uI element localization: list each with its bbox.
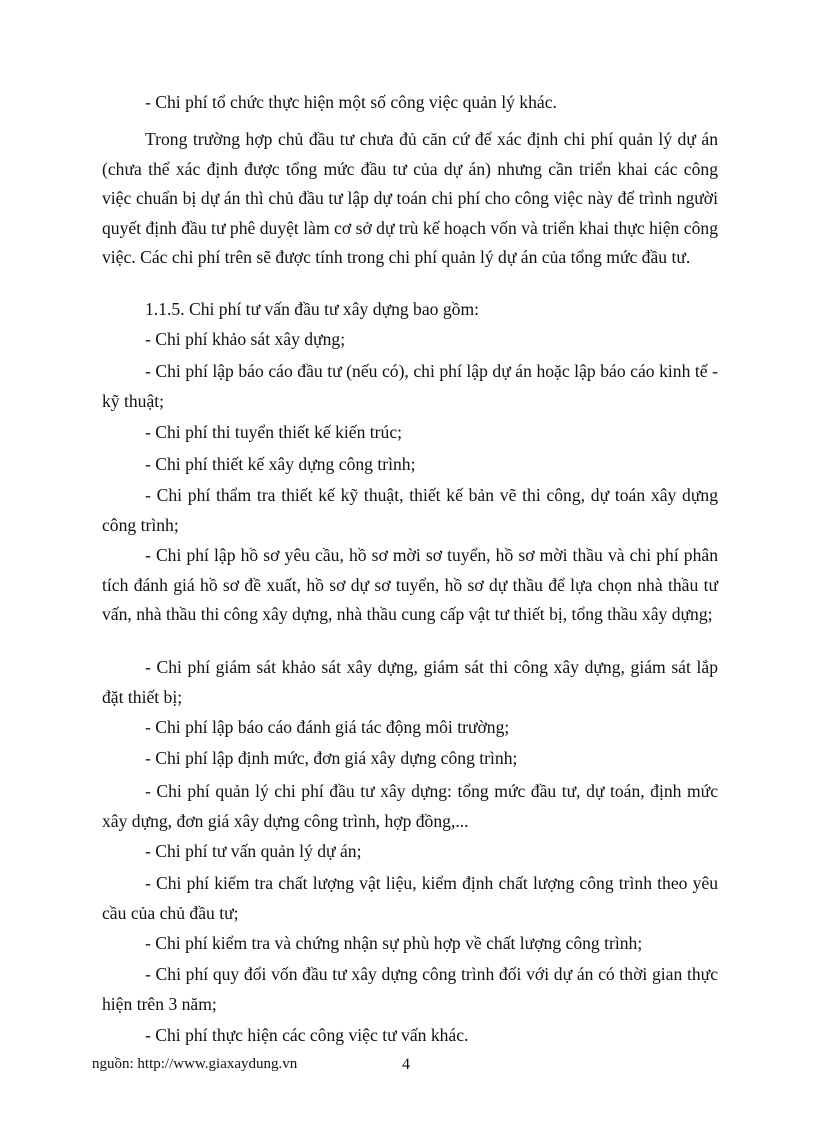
paragraph-17: - Chi phí thực hiện các công việc tư vấn khác. (145, 1025, 469, 1045)
paragraph-7: - Chi phí thẩm tra thiết kế kỹ thuật, thiết kế bản vẽ thi công, dự toán xây dựng công trình; (102, 485, 718, 535)
paragraph-2: Trong trường hợp chủ đầu tư chưa đủ căn cứ để xác định chi phí quản lý dự án (chưa thể xác định được tổng mức đầu tư của dự án) nhưng cần triển khai các công việc chuẩn bị dự án thì chủ đầu tư lập dự toán chi phí cho công việc này để trình người quyết định đầu tư phê duyệt làm cơ sở dự trù kế hoạch vốn và triển khai thực hiện công việc. Các chi phí trên sẽ được tính trong chi phí quản lý dự án của tổng mức đầu tư. (102, 129, 718, 267)
page-number: 4 (402, 1056, 410, 1073)
paragraph-8: - Chi phí lập hồ sơ yêu cầu, hồ sơ mời sơ tuyển, hồ sơ mời thầu và chi phí phân tích đánh giá hồ sơ đề xuất, hồ sơ dự sơ tuyển, hồ sơ dự thầu để lựa chọn nhà thầu tư vấn, nhà thầu thi công xây dựng, nhà thầu cung cấp vật tư thiết bị, tổng thầu xây dựng; (102, 545, 718, 624)
footer-source: nguồn: http://www.giaxaydung.vn (92, 1056, 298, 1072)
paragraph-5: - Chi phí thi tuyển thiết kế kiến trúc; (145, 422, 403, 442)
paragraph-13: - Chi phí tư vấn quản lý dự án; (145, 841, 362, 861)
paragraph-1: - Chi phí tổ chức thực hiện một số công việc quản lý khác. (145, 92, 557, 112)
paragraph-16: - Chi phí quy đổi vốn đầu tư xây dựng công trình đối với dự án có thời gian thực hiện trên 3 năm; (102, 964, 718, 1014)
paragraph-4: - Chi phí lập báo cáo đầu tư (nếu có), chi phí lập dự án hoặc lập báo cáo kinh tế - kỹ thuật; (102, 361, 718, 411)
paragraph-3: - Chi phí khảo sát xây dựng; (145, 329, 346, 349)
paragraph-12: - Chi phí quản lý chi phí đầu tư xây dựng: tổng mức đầu tư, dự toán, định mức xây dựng, đơn giá xây dựng công trình, hợp đồng,... (102, 781, 718, 831)
paragraph-9: - Chi phí giám sát khảo sát xây dựng, giám sát thi công xây dựng, giám sát lắp đặt thiết bị; (102, 657, 718, 707)
paragraph-15: - Chi phí kiểm tra và chứng nhận sự phù hợp về chất lượng công trình; (145, 933, 643, 953)
section-heading-1-1-5: 1.1.5. Chi phí tư vấn đầu tư xây dựng bao gồm: (145, 299, 480, 319)
paragraph-11: - Chi phí lập định mức, đơn giá xây dựng công trình; (145, 748, 518, 768)
paragraph-6: - Chi phí thiết kế xây dựng công trình; (145, 454, 416, 474)
paragraph-10: - Chi phí lập báo cáo đánh giá tác động môi trường; (145, 717, 510, 737)
paragraph-14: - Chi phí kiểm tra chất lượng vật liệu, kiểm định chất lượng công trình theo yêu cầu của chủ đầu tư; (102, 873, 718, 923)
